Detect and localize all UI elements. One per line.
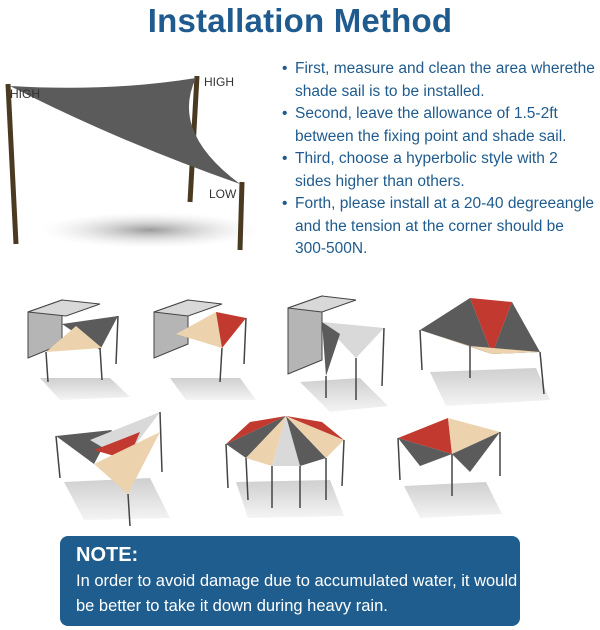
page-title: Installation Method bbox=[147, 2, 453, 39]
note-heading: NOTE: bbox=[76, 544, 139, 566]
step-text: Forth, please install at a 20-40 degreeangle and the tension at the corner should be 300-500N. bbox=[295, 195, 595, 257]
shade-sail bbox=[10, 78, 240, 184]
diagram-wall-mount-1 bbox=[28, 300, 130, 400]
step-text: Second, leave the allowance of 1.5-2ft between the fixing point and shade sail. bbox=[295, 105, 567, 145]
note-box bbox=[60, 536, 520, 626]
diagram-square-canopy bbox=[398, 418, 502, 518]
bullet-icon: • bbox=[282, 105, 288, 122]
label-low: LOW bbox=[209, 187, 237, 201]
step-item bbox=[282, 103, 597, 148]
step-item bbox=[282, 148, 597, 193]
step-text: Third, choose a hyperbolic style with 2 sides higher than others. bbox=[295, 150, 558, 190]
bullet-icon: • bbox=[282, 150, 288, 167]
hero-sail-illustration bbox=[0, 62, 280, 262]
step-item bbox=[282, 193, 597, 261]
diagram-wall-mount-3 bbox=[288, 296, 388, 412]
sail-shadow bbox=[40, 212, 260, 248]
bullet-icon: • bbox=[282, 195, 288, 212]
step-item bbox=[282, 58, 597, 103]
post-low bbox=[240, 182, 242, 250]
post-left bbox=[8, 84, 16, 244]
label-high-left: HIGH bbox=[10, 87, 40, 101]
note-body: In order to avoid damage due to accumulated water, it would be better to take it down during heavy rain. bbox=[76, 572, 518, 615]
diagram-hexagonal-canopy bbox=[226, 416, 344, 518]
steps-list bbox=[282, 58, 597, 261]
diagram-multi-sail-wide bbox=[56, 412, 170, 526]
installation-diagrams bbox=[0, 282, 600, 532]
bullet-icon: • bbox=[282, 60, 288, 77]
step-text: First, measure and clean the area wherethe shade sail is to be installed. bbox=[295, 60, 595, 100]
diagram-freestanding-triangles bbox=[420, 298, 550, 406]
label-high-right: HIGH bbox=[204, 75, 234, 89]
diagram-wall-mount-2 bbox=[154, 300, 256, 400]
